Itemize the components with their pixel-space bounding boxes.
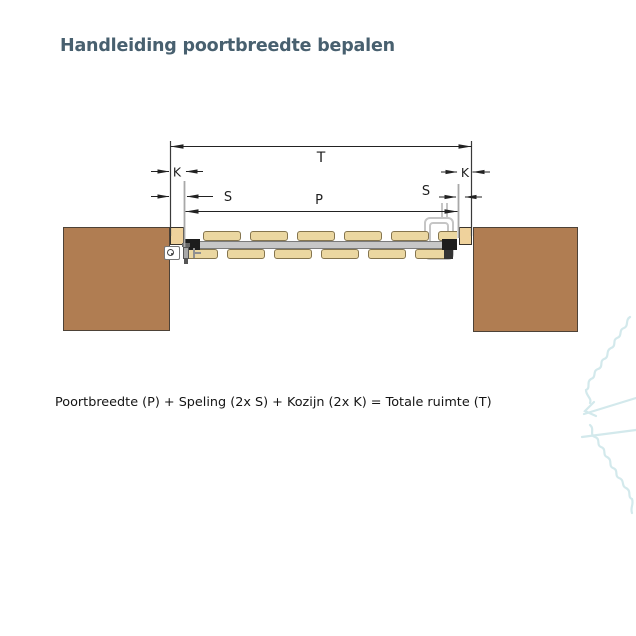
watermark-scribble [566,300,636,540]
gate-slat [344,231,382,241]
gate-slat [368,249,406,259]
k-dimension-left [151,169,203,173]
k-label-right: K [460,165,470,180]
gate-slat [274,249,312,259]
hinge-bolt-tip [184,259,188,264]
scribble-line [584,398,636,414]
s-dimension-left [151,194,213,198]
latch-bracket-stub [441,203,443,219]
gate-end-cap-right [442,239,457,250]
gate-slat [391,231,429,241]
k-dimension-right [441,170,490,174]
gate-slat [297,231,335,241]
formula-text: Poortbreedte (P) + Speling (2x S) + Kozijn (2x K) = Totale ruimte (T) [55,395,492,410]
p-label: P [315,193,323,208]
latch-bracket-stub [446,203,448,219]
scribble-line [582,430,636,437]
gate-rail [186,241,457,249]
gate-slat [203,231,241,241]
gate-slat [186,249,218,259]
right-wall [473,227,578,332]
hinge-bolt-shaft [183,247,189,259]
right-frame-post [459,227,472,245]
s-label-left: S [223,190,233,205]
scribble-branch [590,425,633,513]
hinge-pivot-dot [171,253,173,255]
gate-cross-section [186,229,457,260]
gate-end-cap-right-lower [444,250,453,259]
k-label-left: K [172,164,182,180]
page-title: Handleiding poortbreedte bepalen [60,36,395,56]
scribble-branch [586,317,630,403]
p-dimension [186,209,458,213]
t-dimension [171,144,472,148]
left-wall [63,227,170,331]
s-label-right: S [421,184,431,199]
hinge-bracket [195,252,201,254]
gate-slat [227,249,265,259]
gate-slat [321,249,359,259]
gate-slat [250,231,288,241]
t-label: T [316,150,326,166]
s-dimension-right [439,195,482,199]
